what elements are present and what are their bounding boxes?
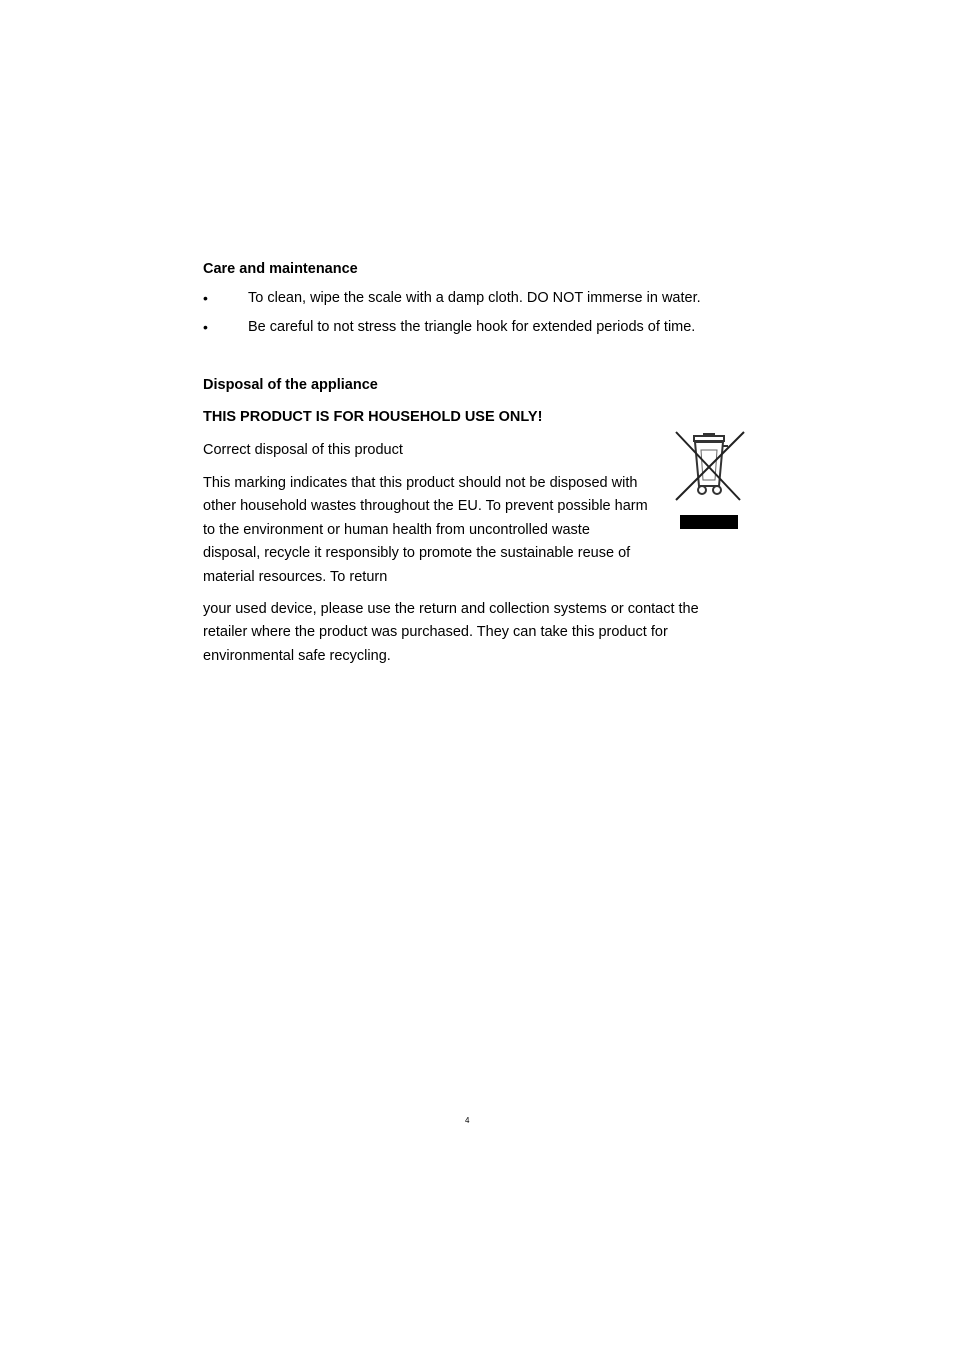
paragraph-line: retailer where the product was purchased. They can take this product for xyxy=(203,624,668,641)
care-item-text: To clean, wipe the scale with a damp cloth. DO NOT immerse in water. xyxy=(248,290,701,306)
paragraph-line: to the environment or human health from uncontrolled waste xyxy=(203,521,590,538)
bullet: • xyxy=(203,319,208,335)
page-number: 4 xyxy=(465,1116,470,1125)
paragraph-line: other household wastes throughout the EU. To prevent possible harm xyxy=(203,498,648,515)
crossed-out-wheelie-bin-icon xyxy=(670,420,752,538)
care-item-text: Be careful to not stress the triangle hook for extended periods of time. xyxy=(248,319,696,335)
disposal-subheading: Correct disposal of this product xyxy=(203,442,403,458)
paragraph-line: your used device, please use the return and collection systems or contact the xyxy=(203,601,699,617)
care-heading: Care and maintenance xyxy=(203,261,358,277)
bullet: • xyxy=(203,290,208,306)
paragraph-line: material resources. To return xyxy=(203,568,388,585)
disposal-paragraph xyxy=(203,472,648,589)
disposal-continuation xyxy=(203,598,699,668)
paragraph-line: environmental safe recycling. xyxy=(203,647,391,664)
paragraph-line: This marking indicates that this product should not be disposed with xyxy=(203,475,638,491)
household-use-warning: THIS PRODUCT IS FOR HOUSEHOLD USE ONLY! xyxy=(203,409,543,425)
disposal-heading: Disposal of the appliance xyxy=(203,377,378,393)
paragraph-line: disposal, recycle it responsibly to promote the sustainable reuse of xyxy=(203,545,631,562)
